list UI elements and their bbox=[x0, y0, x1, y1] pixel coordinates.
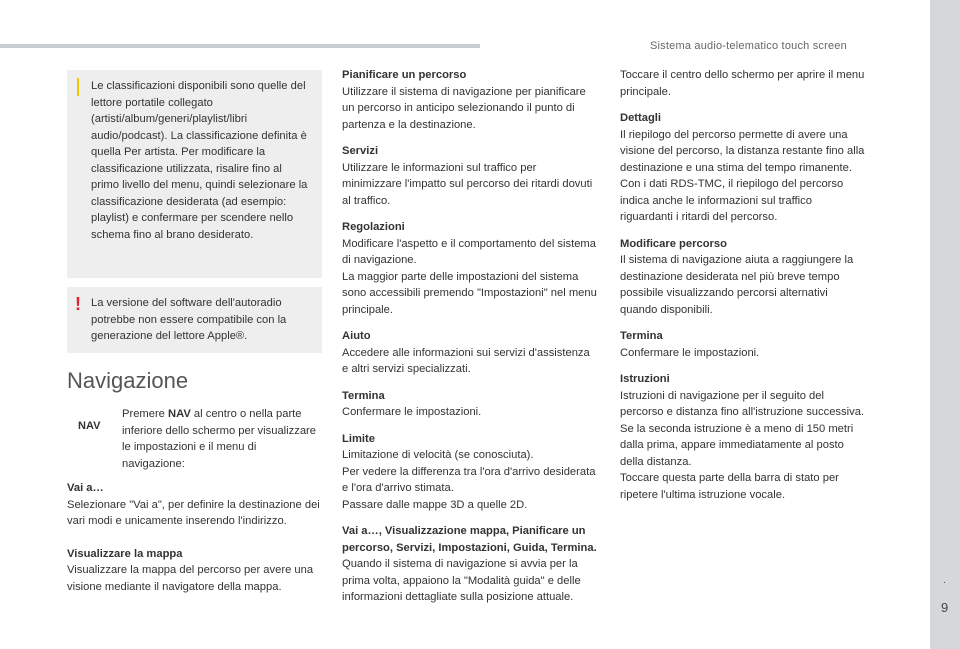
warning-note bbox=[67, 287, 322, 353]
info-mark-icon bbox=[77, 78, 84, 96]
entry-text: Il sistema di navigazione aiuta a raggiungere la destinazione desiderata nel più breve tempo possibile visualizzando percorsi alternativi quando disponibili. bbox=[620, 254, 854, 316]
entry-vai-a bbox=[67, 480, 327, 530]
entry-visualizzare-mappa bbox=[67, 546, 327, 596]
entry-title: Aiuto bbox=[342, 330, 371, 342]
entry-title: Vai a… bbox=[67, 482, 104, 494]
entry-title: Servizi bbox=[342, 145, 379, 157]
entry-text: Utilizzare il sistema di navigazione per pianificare un percorso in anticipo selezionando il punto di partenza e la destinazione. bbox=[342, 85, 586, 131]
nav-intro bbox=[122, 406, 322, 472]
entry-title: Limite bbox=[342, 432, 375, 445]
entry-text: Accedere alle informazioni sui servizi d'assistenza e altri servizi specializzati. bbox=[342, 346, 590, 375]
nav-intro-after: al centro o nella parte inferiore dello schermo per visualizzare le impostazioni e il menu di navigazione: bbox=[122, 408, 317, 470]
warning-exclamation-icon: ! bbox=[75, 294, 81, 314]
page-number: 9 bbox=[941, 600, 949, 615]
nav-intro-bold: NAV bbox=[168, 408, 191, 420]
nav-intro-before: Premere bbox=[122, 408, 169, 420]
entry-regolazioni bbox=[342, 219, 597, 318]
entry-title: Termina bbox=[342, 389, 385, 402]
side-bar bbox=[930, 0, 960, 649]
entry-aiuto bbox=[342, 328, 597, 378]
entry-dettagli bbox=[620, 110, 865, 226]
nav-button-label: NAV bbox=[78, 420, 101, 432]
entry-termina bbox=[620, 328, 865, 361]
column-1 bbox=[67, 480, 327, 611]
entry-text: Toccare il centro dello schermo per aprire il menu principale. bbox=[620, 69, 865, 98]
entry-text: Utilizzare le informazioni sul traffico per minimizzare l'impatto sul percorso dei ritardi dovuti al traffico. bbox=[342, 161, 593, 207]
column-3 bbox=[620, 67, 865, 513]
entry-title: Regolazioni bbox=[342, 221, 405, 233]
entry-text: Modificare l'aspetto e il comportamento del sistema di navigazione. La maggior parte delle impostazioni del sistema sono accessibili premendo "Impostazioni" nel menu principale. bbox=[342, 237, 597, 316]
header-title: Sistema audio-telematico touch screen bbox=[650, 40, 847, 52]
entry-text: Confermare le impostazioni. bbox=[342, 406, 482, 418]
entry-title: Dettagli bbox=[620, 112, 662, 124]
entry-text: Limitazione di velocità (se conosciuta). Per vedere la differenza tra l'ora d'arrivo desiderata e l'ora d'arrivo stimata. Passare dalle mappe 3D a quelle 2D. bbox=[342, 449, 596, 511]
entry-title: Vai a…, Visualizzazione mappa, Pianificare un percorso, Servizi, Impostazioni, Guida, Termina. bbox=[342, 525, 597, 554]
entry-istruzioni bbox=[620, 371, 865, 503]
entry-title: Pianificare un percorso bbox=[342, 69, 467, 81]
entry-pianificare bbox=[342, 67, 597, 133]
entry-servizi bbox=[342, 143, 597, 209]
entry-limite bbox=[342, 431, 597, 514]
entry-vai-a-menu bbox=[342, 523, 597, 606]
entry-title: Istruzioni bbox=[620, 373, 670, 385]
entry-modificare-percorso bbox=[620, 236, 865, 319]
entry-text: Quando il sistema di navigazione si avvia per la prima volta, appaiono la "Modalità guida" e delle informazioni dettagliate sulla posizione attuale. bbox=[342, 558, 581, 603]
entry-title: Visualizzare la mappa bbox=[67, 547, 183, 560]
entry-termina bbox=[342, 388, 597, 421]
info-note-text: Le classificazioni disponibili sono quelle del lettore portatile collegato (artisti/album/generi/playlist/libri audio/podcast). La classificazione definita è quella Per artista. Per modificare la classificazione utilizzata, risalire fino al primo livello del menu, quindi selezionare la classificazione desiderata (ad esempio: playlist) e confermare per scendere nello schema fino al brano desiderato. bbox=[91, 80, 308, 241]
entry-text: Istruzioni di navigazione per il seguito del percorso e distanza fino all'istruzione successiva. Se la seconda istruzione è a meno di 150 metri dalla prima, appare immediatamente al posto della distanza. Toccare questa parte della barra di stato per ripetere l'ultima istruzione vocale. bbox=[620, 389, 865, 501]
entry-text: Confermare le impostazioni. bbox=[620, 346, 760, 359]
header-rule bbox=[0, 44, 480, 48]
entry-text: Il riepilogo del percorso permette di avere una visione del percorso, la distanza restante fino alla destinazione e una stima del tempo rimanente. Con i dati RDS-TMC, il riepilogo del percorso indica anche le informazioni sul traffico riguardanti i ritardi del percorso. bbox=[620, 128, 865, 223]
side-marker: . bbox=[943, 575, 946, 586]
column-3-intro bbox=[620, 67, 865, 100]
warning-note-text: La versione del software dell'autoradio potrebbe non essere compatibile con la generazione del lettore Apple®. bbox=[91, 297, 287, 342]
info-note bbox=[67, 70, 322, 278]
entry-title: Modificare percorso bbox=[620, 237, 727, 250]
column-2 bbox=[342, 67, 597, 616]
entry-text: Selezionare "Vai a", per definire la destinazione dei vari modi e unicamente inserendo l'indirizzo. bbox=[67, 498, 320, 527]
entry-text: Visualizzare la mappa del percorso per avere una visione mediante il navigatore della mappa. bbox=[67, 564, 314, 593]
section-title: Navigazione bbox=[67, 368, 189, 393]
entry-title: Termina bbox=[620, 330, 663, 342]
